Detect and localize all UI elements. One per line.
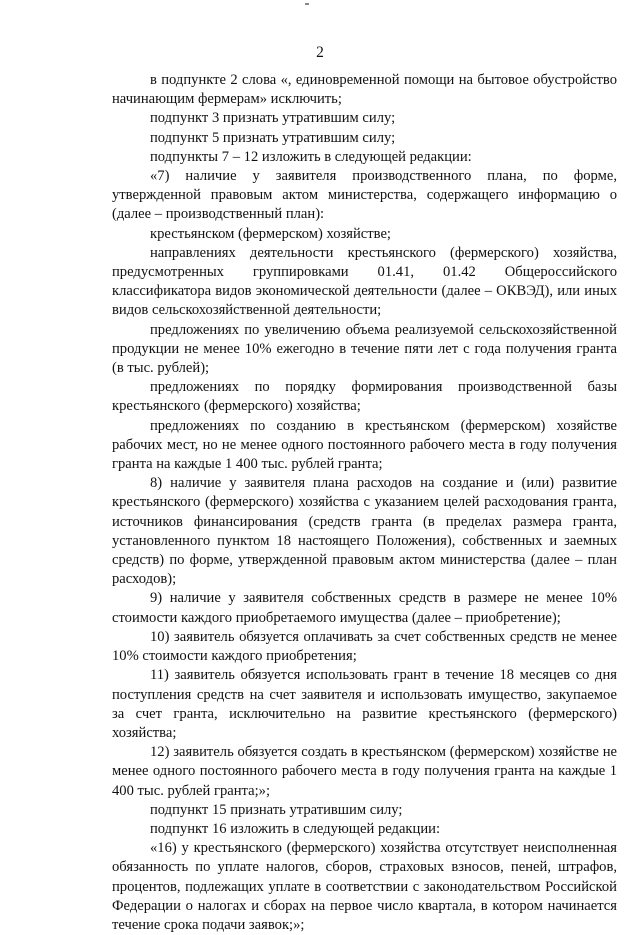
paragraph: 9) наличие у заявителя собственных средств в размере не менее 10% стоимости каждого приобретаемого имущества (далее – приобретение); bbox=[112, 590, 617, 626]
paragraph: направлениях деятельности крестьянского (фермерского) хозяйства, предусмотренных группировками 01.41, 01.42 Общероссийского классификатора видов экономической деятельности (далее – ОКВЭД), или иных видов сельскохозяйственной деятельности; bbox=[112, 244, 617, 319]
paragraph: в подпункте 2 слова «, единовременной помощи на бытовое обустройство начинающим фермерам» исключить; bbox=[112, 72, 617, 108]
paragraph: «16) у крестьянского (фермерского) хозяйства отсутствует неисполненная обязанность по уплате налогов, сборов, страховых взносов, пеней, штрафов, процентов, подлежащих уплате в соответствии с законодательством Российской Федерации о налогах и сборах на первое число квартала, в котором начинается течение срока подачи заявок;»; bbox=[112, 840, 617, 933]
paragraph: 12) заявитель обязуется создать в крестьянском (фермерском) хозяйстве не менее одного постоянного рабочего места в году получения гранта на каждые 1 400 тыс. рублей гранта;»; bbox=[112, 744, 617, 799]
paragraph: подпункт 3 признать утратившим силу; bbox=[150, 110, 396, 127]
paragraph: подпункт 16 изложить в следующей редакции: bbox=[150, 820, 441, 837]
paragraph: 11) заявитель обязуется использовать грант в течение 18 месяцев со дня поступления средств на счет заявителя и использовать имущество, закупаемое за счет гранта, исключительно на развитие крестьянского (фермерского) хозяйства; bbox=[112, 667, 617, 741]
paragraph: предложениях по увеличению объема реализуемой сельскохозяйственной продукции не менее 10% ежегодно в течение пяти лет с года получения гранта (в тыс. рублей); bbox=[112, 321, 617, 377]
page-number: 2 bbox=[316, 44, 324, 61]
paragraph: «7) наличие у заявителя производственного плана, по форме, утвержденной правовым актом министерства, содержащего информацию о (далее – производственный план): bbox=[112, 168, 617, 223]
document-body bbox=[112, 71, 617, 935]
paragraph: 8) наличие у заявителя плана расходов на создание и (или) развитие крестьянского (фермерского) хозяйства с указанием целей расходования гранта, источников финансирования (средств гранта (в пределах размера гранта, установленного пунктом 18 настоящего Положения), собственных и заемных средств) по форме, утвержденной правовым актом министерства (далее – план расходов); bbox=[112, 475, 617, 588]
paragraph: подпункт 15 признать утратившим силу; bbox=[150, 801, 403, 818]
paragraph: предложениях по порядку формирования производственной базы крестьянского (фермерского) хозяйства; bbox=[112, 379, 617, 415]
paragraph: крестьянском (фермерском) хозяйстве; bbox=[150, 225, 391, 242]
paragraph: 10) заявитель обязуется оплачивать за счет собственных средств не менее 10% стоимости каждого приобретения; bbox=[112, 628, 617, 665]
scan-artifact bbox=[305, 3, 309, 5]
paragraph: подпункт 5 признать утратившим силу; bbox=[150, 129, 396, 146]
paragraph: предложениях по созданию в крестьянском (фермерском) хозяйстве рабочих мест, но не менее одного постоянного рабочего места в году получения гранта на каждые 1 400 тыс. рублей гранта; bbox=[112, 417, 617, 473]
paragraph: подпункты 7 – 12 изложить в следующей редакции: bbox=[150, 148, 472, 165]
